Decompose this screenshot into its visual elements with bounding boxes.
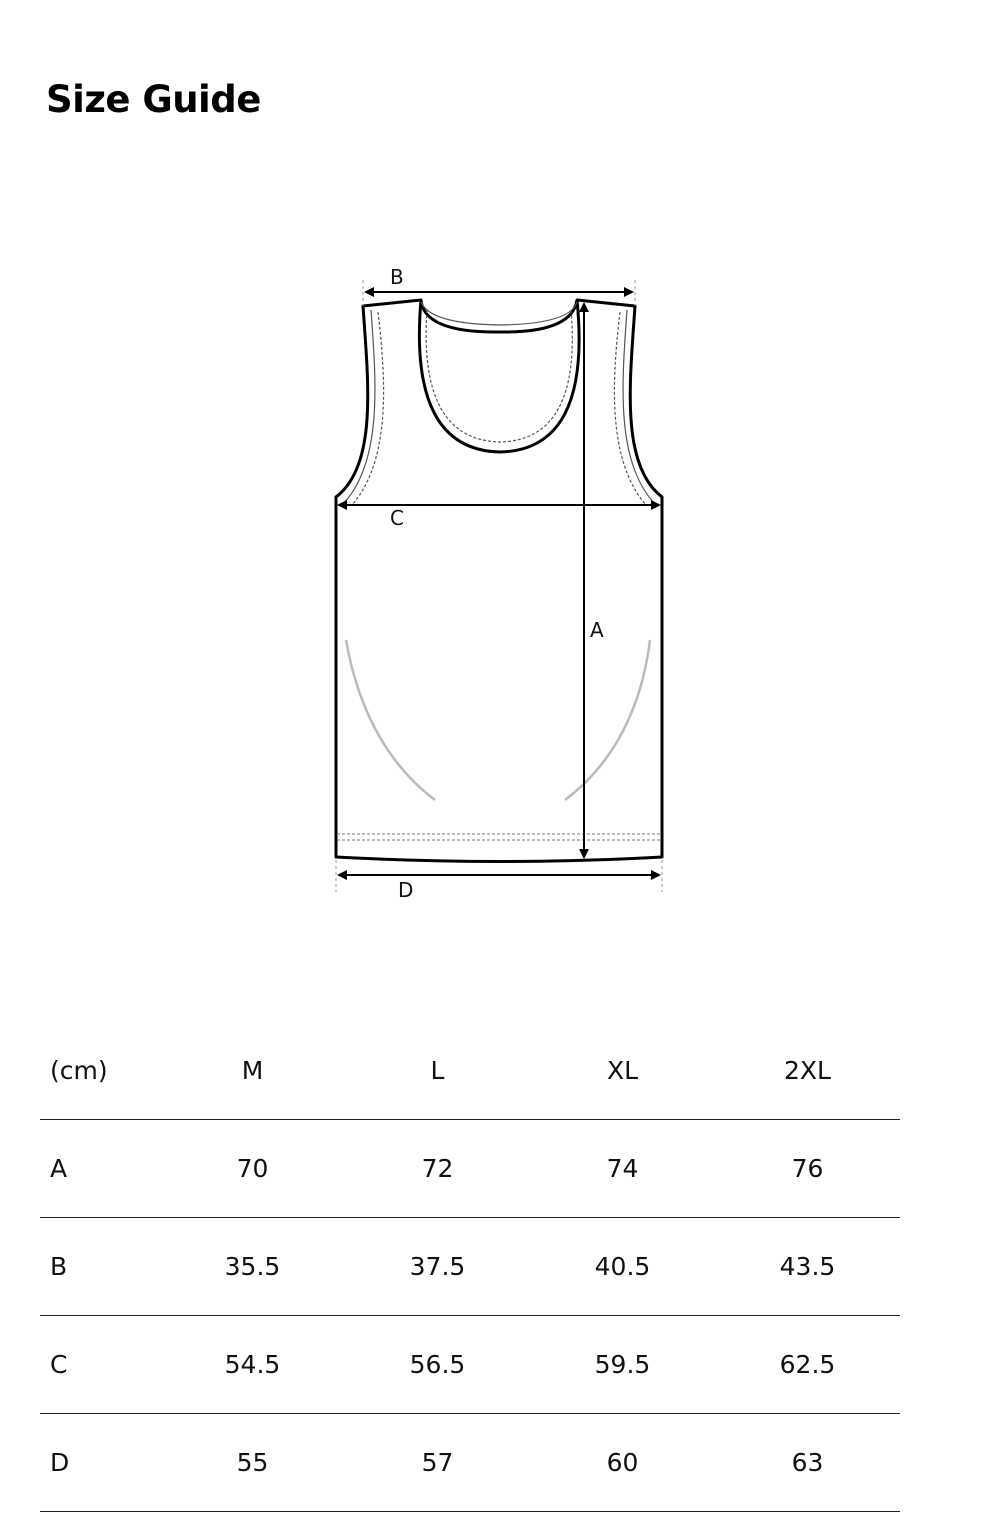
tank-top-outline — [336, 300, 662, 862]
table-cell: 57 — [345, 1414, 530, 1512]
table-row — [40, 1414, 900, 1512]
table-cell: 72 — [345, 1120, 530, 1218]
table-cell: 59.5 — [530, 1316, 715, 1414]
size-table — [40, 1022, 900, 1512]
table-cell: 35.5 — [160, 1218, 345, 1316]
table-cell: 70 — [160, 1120, 345, 1218]
size-header: XL — [530, 1022, 715, 1120]
measure-label-d: D — [398, 878, 414, 902]
table-cell: 43.5 — [715, 1218, 900, 1316]
size-header: 2XL — [715, 1022, 900, 1120]
table-cell: 37.5 — [345, 1218, 530, 1316]
table-cell: 56.5 — [345, 1316, 530, 1414]
page-title: Size Guide — [46, 78, 261, 121]
table-row — [40, 1120, 900, 1218]
measure-label-a: A — [590, 618, 604, 642]
row-label: A — [40, 1120, 160, 1218]
row-label: D — [40, 1414, 160, 1512]
table-cell: 62.5 — [715, 1316, 900, 1414]
table-header-row — [40, 1022, 900, 1120]
measure-label-b: B — [390, 265, 404, 289]
table-cell: 74 — [530, 1120, 715, 1218]
unit-header: (cm) — [40, 1022, 160, 1120]
size-header: M — [160, 1022, 345, 1120]
row-label: B — [40, 1218, 160, 1316]
row-label: C — [40, 1316, 160, 1414]
measure-label-c: C — [390, 506, 404, 530]
size-header: L — [345, 1022, 530, 1120]
table-cell: 55 — [160, 1414, 345, 1512]
table-row — [40, 1316, 900, 1414]
table-cell: 60 — [530, 1414, 715, 1512]
table-row — [40, 1218, 900, 1316]
table-cell: 40.5 — [530, 1218, 715, 1316]
table-cell: 76 — [715, 1120, 900, 1218]
table-cell: 63 — [715, 1414, 900, 1512]
table-cell: 54.5 — [160, 1316, 345, 1414]
